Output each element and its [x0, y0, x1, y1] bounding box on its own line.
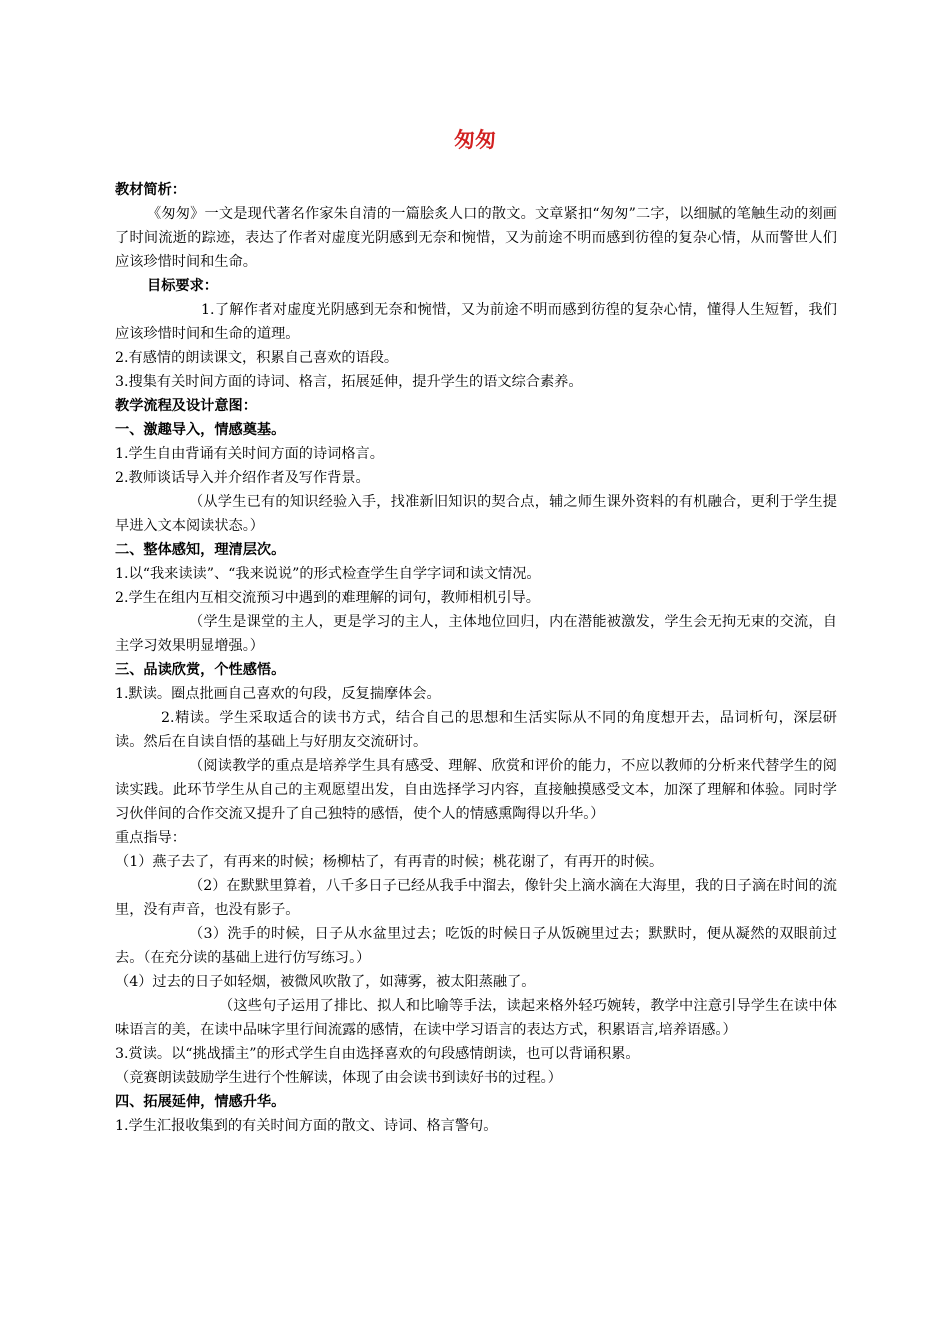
goal-item-2: 2.有感情的朗读课文，积累自己喜欢的语段。	[115, 350, 399, 366]
step4-item-1: 1.学生汇报收集到的有关时间方面的散文、诗词、格言警句。	[115, 1118, 498, 1134]
analysis-paragraph: 《匆匆》一文是现代著名作家朱自清的一篇脍炙人口的散文。文章紧扣“匆匆”二字，以细腻的笔触生动的刻画了时间流逝的踪迹，表达了作者对虚度光阴感到无奈和惋惜，又为前途不明而感到彷徨的复杂心情，从而警世人们应该珍惜时间和生命。	[115, 206, 837, 270]
step3-heading: 三、品读欣赏，个性感悟。	[115, 662, 286, 678]
step2-item-1: 1.以“我来读读”、“我来说说”的形式检查学生自学字词和读文情况。	[115, 566, 541, 582]
step2-item-2: 2.学生在组内互相交流预习中遇到的难理解的词句，教师相机引导。	[115, 590, 540, 606]
step3-item-1: 1.默读。圈点批画自己喜欢的句段，反复揣摩体会。	[115, 686, 441, 702]
step2-note: （学生是课堂的主人，更是学习的主人，主体地位回归，内在潜能被激发，学生会无拘无束的交流，自主学习效果明显增强。）	[115, 614, 837, 654]
step3-item-3-note: （竞赛朗读鼓励学生进行个性解读，体现了由会读书到读好书的过程。）	[115, 1070, 562, 1086]
step1-heading: 一、激趣导入，情感奠基。	[115, 422, 286, 438]
step4-heading: 四、拓展延伸，情感升华。	[115, 1094, 286, 1110]
focus-heading: 重点指导：	[115, 830, 186, 846]
focus-item-4: （4）过去的日子如轻烟，被微风吹散了，如薄雾，被太阳蒸融了。	[115, 974, 536, 990]
step1-item-2: 2.教师谈话导入并介绍作者及写作背景。	[115, 470, 370, 486]
flow-heading: 教学流程及设计意图：	[115, 398, 257, 414]
focus-note: （这些句子运用了排比、拟人和比喻等手法，读起来格外轻巧婉转，教学中注意引导学生在读中体味语言的美，在读中品味字里行间流露的感情，在读中学习语言的表达方式，积累语言,培养语感。）	[115, 998, 837, 1038]
goals-heading: 目标要求：	[147, 278, 218, 294]
analysis-heading: 教材简析：	[115, 182, 186, 198]
focus-item-1: （1）燕子去了，有再来的时候；杨柳枯了，有再青的时候；桃花谢了，有再开的时候。	[115, 854, 664, 870]
goal-item-3: 3.搜集有关时间方面的诗词、格言，拓展延伸，提升学生的语文综合素养。	[115, 374, 583, 390]
step1-note: （从学生已有的知识经验入手，找准新旧知识的契合点，辅之师生课外资料的有机融合，更利于学生提早进入文本阅读状态。）	[115, 494, 837, 534]
document-title: 匆匆	[454, 128, 496, 152]
focus-item-2: （2）在默默里算着，八千多日子已经从我手中溜去，像针尖上滴水滴在大海里，我的日子滴在时间的流里，没有声音，也没有影子。	[115, 878, 837, 918]
document-body	[115, 178, 837, 1138]
focus-item-3: （3）洗手的时候，日子从水盆里过去；吃饭的时候日子从饭碗里过去；默默时，便从凝然的双眼前过去。（在充分读的基础上进行仿写练习。）	[115, 926, 837, 966]
step3-note: （阅读教学的重点是培养学生具有感受、理解、欣赏和评价的能力，不应以教师的分析来代替学生的阅读实践。此环节学生从自己的主观愿望出发，自由选择学习内容，直接触摸感受文本，加深了理解和体验。同时学习伙伴间的合作交流又提升了自己独特的感悟，使个人的情感熏陶得以升华。）	[115, 758, 837, 822]
goal-item-1: 1.了解作者对虚度光阴感到无奈和惋惜，又为前途不明而感到彷徨的复杂心情，懂得人生短暂，我们应该珍惜时间和生命的道理。	[115, 302, 837, 342]
step3-item-2: 2.精读。学生采取适合的读书方式，结合自己的思想和生活实际从不同的角度想开去，品词析句，深层研读。然后在自读自悟的基础上与好朋友交流研讨。	[115, 710, 837, 750]
step3-item-3: 3.赏读。以“挑战擂主”的形式学生自由选择喜欢的句段感情朗读，也可以背诵积累。	[115, 1046, 640, 1062]
step2-heading: 二、整体感知，理清层次。	[115, 542, 286, 558]
step1-item-1: 1.学生自由背诵有关时间方面的诗词格言。	[115, 446, 384, 462]
